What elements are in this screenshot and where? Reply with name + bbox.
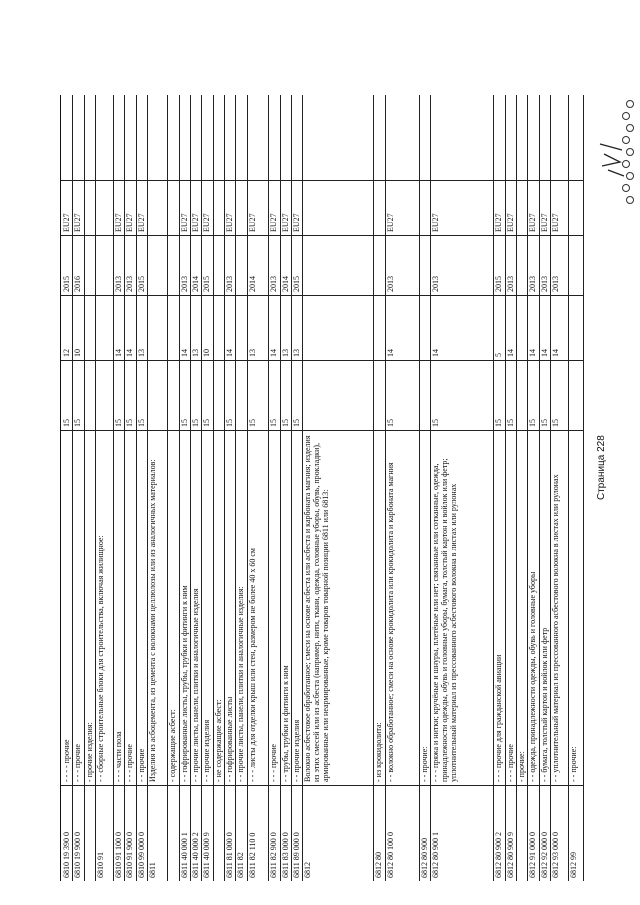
row-tag: EU27: [280, 213, 290, 232]
row-code: 6812 91 000 0: [528, 832, 538, 878]
row-desc: Изделия из асбоцемента, из цемента с волокнами целлюлозы или из аналогичных материалов:: [147, 459, 157, 782]
row-tag: EU27: [73, 213, 83, 232]
row-desc: - - - прочие: [505, 744, 515, 782]
row-c1: 15: [113, 419, 123, 427]
row-desc: - - прочие листы, панели, плитки и аналогичные изделия:: [236, 586, 246, 782]
row-code: 6812 93 000 0: [551, 832, 561, 878]
row-code: 6810 91 900 0: [125, 832, 135, 878]
row-desc: - прочие изделия:: [84, 722, 94, 782]
edge-marker-icon: [626, 196, 634, 204]
row-code: 6812 80 900 9: [505, 832, 515, 878]
row-c2: 10: [202, 349, 212, 357]
row-tag: EU27: [269, 213, 279, 232]
row-year: 2013: [125, 276, 135, 292]
edge-marker-icon: [622, 112, 630, 120]
row-tag: EU27: [190, 213, 200, 232]
row-desc: - - одежда, принадлежности одежды, обувь и головные уборы: [528, 571, 538, 782]
row-code: 6812 80 900 2: [494, 832, 504, 878]
row-code: 6811 82: [236, 852, 246, 878]
edge-marker-icon: [622, 136, 630, 144]
row-code: 6811 40 000 9: [202, 832, 212, 878]
row-c2: 14: [179, 349, 189, 357]
row-tag: EU27: [225, 213, 235, 232]
row-year: 2013: [505, 276, 515, 292]
row-code: 6812 80 900 1: [431, 832, 441, 878]
edge-marker-icon: [622, 184, 630, 192]
row-desc: - - уплотнительный материал из прессованного асбестового волокна в листах или рулонах: [551, 474, 561, 782]
row-code: 6811 81 000 0: [225, 832, 235, 878]
row-desc: - - прочие листы, панели, плитки и аналогичные изделия: [190, 588, 200, 782]
row-tag: EU27: [292, 213, 302, 232]
tariff-table: [60, 95, 584, 881]
row-c2: 13: [280, 349, 290, 357]
row-desc: - - трубы, трубки и фитинги к ним: [280, 665, 290, 782]
row-desc: - содержащие асбест:: [168, 709, 178, 782]
row-year: 2013: [269, 276, 279, 292]
row-tag: EU27: [385, 213, 395, 232]
row-code: 6811 83 000 0: [280, 832, 290, 878]
row-c2: 10: [73, 349, 83, 357]
row-code: 6810 91 100 0: [113, 832, 123, 878]
row-c1: 15: [202, 419, 212, 427]
edge-marker-icon: [626, 172, 634, 180]
row-year: 2015: [292, 276, 302, 292]
row-c2: 13: [292, 349, 302, 357]
row-code: 6812: [303, 862, 313, 878]
row-separator: [583, 95, 584, 881]
row-c1: 15: [62, 419, 71, 427]
row-code: 6811: [147, 862, 157, 878]
page-number: Страница 228: [596, 435, 607, 500]
row-c1: 15: [431, 419, 441, 427]
row-desc: - - прочие:: [568, 746, 578, 782]
row-tag: EU27: [539, 213, 549, 232]
edge-marker-icon: [626, 148, 634, 156]
row-desc: - - - части пола: [113, 731, 123, 782]
row-year: 2015: [494, 276, 504, 292]
row-c2: 14: [385, 349, 395, 357]
row-c2: 13: [190, 349, 200, 357]
row-desc: - - - пряжа и нитки; кручёные и шнуры, плетёные или нет; связанные или сотканные, одежда, принадлежности одежды, обувь и головные уборы, бумага, толстый картон и войлок или фетр; уплотнительный материал из прессованного асбестового волокна в листах или рулонах: [431, 458, 459, 782]
row-tag: EU27: [136, 213, 146, 232]
row-desc: - - прочие изделия: [202, 719, 212, 782]
row-desc: - - сборные строительные блоки для строительства, включая жилищное:: [96, 535, 106, 782]
row-tag: EU27: [431, 213, 441, 232]
row-tag: EU27: [551, 213, 561, 232]
row-tag: EU27: [179, 213, 189, 232]
row-code: 6810 19 900 0: [73, 832, 83, 878]
row-year: 2014: [280, 276, 290, 292]
row-code: 6811 40 000 2: [190, 832, 200, 878]
row-c2: 14: [431, 349, 441, 357]
row-desc: - - - прочие: [125, 744, 135, 782]
row-code: 6811 40 000 1: [179, 832, 189, 878]
row-year: 2013: [113, 276, 123, 292]
row-code: 6811 89 000 0: [292, 832, 302, 878]
row-desc: - - гофрированные листы, трубы, трубки и фитинги к ним: [179, 585, 189, 782]
row-desc: - - - прочие: [73, 744, 83, 782]
row-desc: - не содержащие асбест:: [213, 699, 223, 782]
row-code: 6812 99: [568, 852, 578, 878]
row-c1: 15: [225, 419, 235, 427]
row-c2: 14: [125, 349, 135, 357]
row-c1: 15: [73, 419, 83, 427]
row-code: 6810 19 390 0: [62, 832, 71, 878]
row-year: 2013: [179, 276, 189, 292]
row-code: 6810 91: [96, 852, 106, 878]
row-desc: - - прочие: [136, 748, 146, 782]
row-desc: Волокно асбестовое обработанное; смеси на основе асбеста или асбеста и карбоната магния; изделия из этих смесей или из асбеста (например, нити, ткани, одежда, головные уборы, обувь, прокладки), армированные или неармированные, кроме товаров товарной позиции 6811 или 6813:: [303, 435, 331, 782]
row-desc: - - - прочие для гражданской авиации: [494, 654, 504, 782]
row-desc: - - прочие:: [419, 746, 429, 782]
row-tag: EU27: [528, 213, 538, 232]
row-tag: EU27: [125, 213, 135, 232]
row-c1: 15: [179, 419, 189, 427]
row-code: 6812 80 900: [419, 838, 429, 878]
row-year: 2013: [431, 276, 441, 292]
row-c2: 14: [269, 349, 279, 357]
row-code: 6810 99 000 0: [136, 832, 146, 878]
edge-marker-icon: [626, 124, 634, 132]
row-c1: 15: [269, 419, 279, 427]
row-year: 2015: [136, 276, 146, 292]
row-c1: 15: [125, 419, 135, 427]
row-year: 2013: [385, 276, 395, 292]
row-year: 2013: [225, 276, 235, 292]
row-c2: 12: [62, 349, 71, 357]
row-c2: 14: [225, 349, 235, 357]
row-desc: - из крокидолита:: [374, 722, 384, 782]
row-year: 2015: [202, 276, 212, 292]
row-desc: - прочие:: [517, 751, 526, 782]
row-year: 2015: [62, 276, 71, 292]
row-c1: 15: [505, 419, 515, 427]
row-desc: - - прочие изделия: [292, 719, 302, 782]
row-year: 2014: [190, 276, 200, 292]
row-c1: 15: [292, 419, 302, 427]
row-tag: EU27: [494, 213, 504, 232]
row-tag: EU27: [505, 213, 515, 232]
row-desc: - - гофрированные листы: [225, 696, 235, 782]
row-code: 6811 82 110 0: [247, 832, 257, 878]
row-c2: 14: [528, 349, 538, 357]
row-desc: - - бумага, толстый картон и войлок или фетр: [539, 627, 549, 782]
row-desc: - - волокно обработанное; смеси на основе крокидолита или крокидолита и карбоната магния: [385, 462, 395, 782]
row-desc: - - - листы для отделки крыш или стен, размером не более 40 х 60 см: [247, 548, 257, 782]
row-tag: EU27: [202, 213, 212, 232]
row-year: 2014: [247, 276, 257, 292]
row-year: 2013: [539, 276, 549, 292]
row-c1: 15: [385, 419, 395, 427]
row-c1: 15: [136, 419, 146, 427]
edge-marker-icon: [622, 160, 630, 168]
row-c2: 5: [494, 353, 504, 357]
row-code: 6812 80 100 0: [385, 832, 395, 878]
row-c2: 14: [505, 349, 515, 357]
row-c1: 15: [280, 419, 290, 427]
row-c1: 15: [190, 419, 200, 427]
row-c2: 13: [247, 349, 257, 357]
row-desc: - - - прочие: [269, 744, 279, 782]
row-c2: 14: [113, 349, 123, 357]
row-c1: 15: [247, 419, 257, 427]
row-c1: 15: [539, 419, 549, 427]
row-tag: EU27: [247, 213, 257, 232]
row-c1: 15: [528, 419, 538, 427]
row-code: 6812 80: [374, 852, 384, 878]
row-c2: 13: [136, 349, 146, 357]
row-year: 2013: [551, 276, 561, 292]
row-code: 6811 82 900 0: [269, 832, 279, 878]
row-c1: 15: [551, 419, 561, 427]
row-year: 2016: [73, 276, 83, 292]
row-code: 6812 92 000 0: [539, 832, 549, 878]
row-desc: - - - - прочие: [62, 739, 71, 782]
row-c2: 14: [539, 349, 549, 357]
row-year: 2013: [528, 276, 538, 292]
edge-marker-icon: [626, 100, 634, 108]
row-tag: EU27: [113, 213, 123, 232]
row-c2: 14: [551, 349, 561, 357]
row-c1: 15: [494, 419, 504, 427]
row-tag: EU27: [62, 213, 71, 232]
